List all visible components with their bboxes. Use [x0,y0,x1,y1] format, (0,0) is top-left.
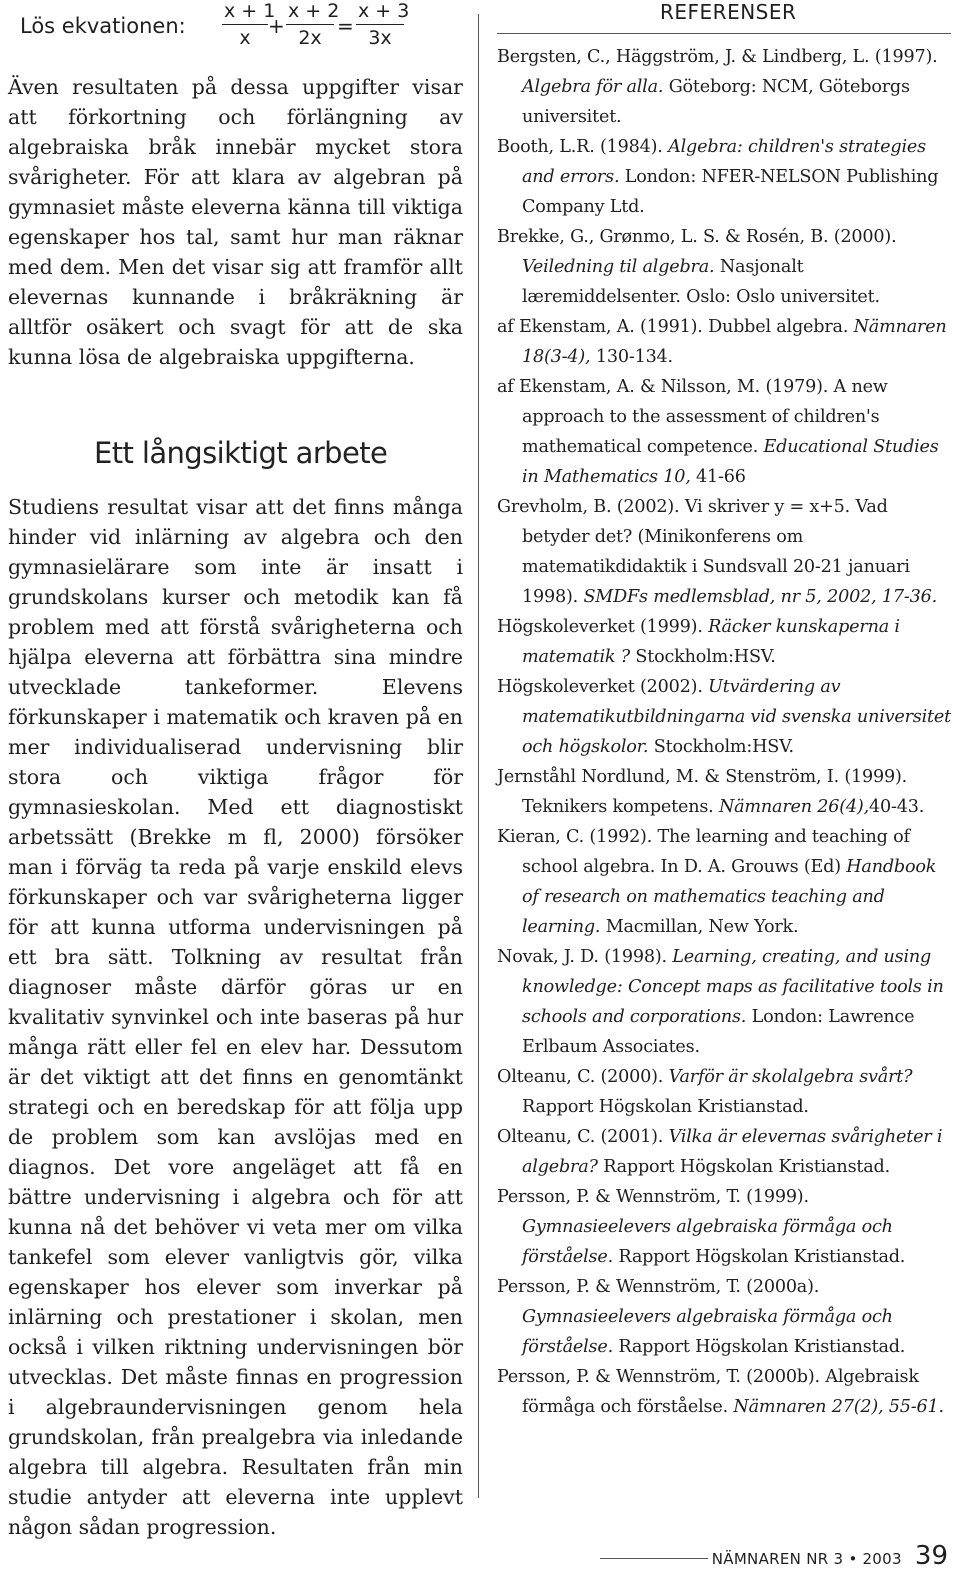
reference-text: Persson, P. & Wennström, T. (2000a). [497,1277,820,1297]
reference-title: Algebra: children's strategies and errors. [522,137,926,187]
reference-text: af Ekenstam, A. & Nilsson, M. (1979). A new approach to the assessment of children's mathematical competence. [497,377,888,457]
fraction-2-denominator: 2x [298,27,322,49]
reference-title: Gymnasieelevers algebraiska förmåga och förståelse. [522,1217,893,1267]
reference-text: Kieran, C. (1992). The learning and teaching of school algebra. In D. A. Grouws (Ed) [497,827,910,877]
reference-text: Högskoleverket (2002). [497,677,709,697]
reference-item [497,132,953,222]
reference-text: Högskoleverket (1999). [497,617,709,637]
reference-text: Persson, P. & Wennström, T. (2000b). Algebraisk förmåga och förståelse. [497,1367,919,1417]
reference-title: Nämnaren 26(4), [718,797,869,817]
reference-title: Veiledning til algebra. [522,257,715,277]
reference-text: Jernståhl Nordlund, M. & Stenström, I. (1999). Teknikers kompetens. [497,767,908,817]
reference-list [497,42,953,1422]
reference-text: Novak, J. D. (1998). [497,947,673,967]
equals-sign: = [337,14,354,38]
fraction-1 [222,0,276,49]
fraction-2-numerator: x + 2 [286,0,334,25]
reference-text: Grevholm, B. (2002). Vi skriver y = x+5. Vad betyder det? (Minikonferens om matematikdidaktik i Sundsvall 20-21 januari 1998). [497,497,910,607]
reference-title: Utvärdering av matematikutbildningarna vid svenska universitet och högskolor. [522,677,951,757]
footer-separator: • [848,1550,858,1568]
fraction-1-denominator: x [239,27,251,49]
reference-details: Rapport Högskolan Kristianstad. [597,1157,891,1177]
reference-title: SMDFs medlemsblad, nr 5, 2002, 17-36. [583,587,937,607]
reference-details: Göteborg: NCM, Göteborgs universitet. [522,77,910,127]
reference-title: Handbook of research on mathematics teaching and learning. [522,857,937,937]
reference-title: Varför är skolalgebra svårt? [668,1067,913,1087]
reference-details: 130-134. [590,347,673,367]
reference-details: Stockholm:HSV. [630,647,776,667]
references-title: REFERENSER [660,0,797,24]
reference-text: Olteanu, C. (2000). [497,1067,669,1087]
reference-details: Stockholm:HSV. [648,737,794,757]
reference-item [497,822,953,942]
reference-item [497,762,953,822]
reference-text: Persson, P. & Wennström, T. (1999). [497,1187,809,1207]
reference-title: Nämnaren 18(3-4), [522,317,947,367]
intro-paragraph-block [8,72,463,372]
reference-title: Educational Studies in Mathematics 10, [522,437,939,487]
reference-item [497,222,953,312]
fraction-1-numerator: x + 1 [222,0,268,25]
fraction-3 [356,0,410,49]
references-rule [497,33,951,34]
reference-details: London: NFER-NELSON Publishing Company Ltd. [522,167,939,217]
reference-text: Bergsten, C., Häggström, J. & Lindberg, L. (1997). [497,47,938,67]
journal-year: 2003 [862,1550,902,1568]
column-divider [478,14,479,1498]
intro-paragraph: Även resultaten på dessa uppgifter visar att förkortning och förlängning av algebraiska bråk innebär mycket stora svårigheter. För att klara av algebran på gymnasiet måste eleverna känna till viktiga egenskaper hos tal, samt hur man räknar med dem. Men det visar sig att framför allt elevernas kunnande i bråkräkning är alltför osäkert och svagt för att de ska kunna lösa de algebraiska uppgifterna. [8,75,463,369]
reference-text: Brekke, G., Grønmo, L. S. & Rosén, B. (2000). [497,227,897,247]
section-heading: Ett långsiktigt arbete [94,436,388,470]
reference-item [497,612,953,672]
reference-details: 41-66 [690,467,746,487]
reference-item [497,312,953,372]
reference-title: Nämnaren 27(2), 55-61. [733,1397,944,1417]
reference-title: Vilka är elevernas svårigheter i algebra? [522,1127,943,1177]
reference-title: Räcker kunskaperna i matematik ? [522,617,900,667]
body-paragraph-block [8,492,463,1542]
reference-item [497,942,953,1062]
reference-item [497,1182,953,1272]
reference-title: Gymnasieelevers algebraiska förmåga och förståelse. [522,1307,893,1357]
reference-text: af Ekenstam, A. (1991). Dubbel algebra. [497,317,854,337]
page-number: 39 [914,1541,948,1571]
reference-item [497,1272,953,1362]
reference-item [497,372,953,492]
plus-sign: + [268,14,285,38]
reference-item [497,1062,953,1122]
reference-item [497,1362,953,1422]
reference-text: Olteanu, C. (2001). [497,1127,669,1147]
reference-details: Macmillan, New York. [600,917,799,937]
fraction-3-numerator: x + 3 [356,0,404,25]
reference-details: London: Lawrence Erlbaum Associates. [522,1007,915,1057]
fraction-3-denominator: 3x [368,27,392,49]
reference-details: 40-43. [869,797,925,817]
reference-details: Nasjonalt læremiddelsenter. Oslo: Oslo universitet. [522,257,880,307]
reference-item [497,492,953,612]
reference-text: Booth, L.R. (1984). [497,137,669,157]
reference-details: Rapport Högskolan Kristianstad. [612,1247,906,1267]
footer-rule [600,1558,708,1559]
fraction-2 [286,0,340,49]
reference-item [497,672,953,762]
reference-details: Rapport Högskolan Kristianstad. [612,1337,906,1357]
reference-item [497,1122,953,1182]
body-paragraph: Studiens resultat visar att det finns många hinder vid inlärning av algebra och den gymnasielärare som inte är insatt i grundskolans kurser och metodik kan få problem med att förstå svårigheterna och hjälpa eleverna att förbättra sina mindre utvecklade tankeformer. Elevens förkunskaper i matematik och kraven på en mer individualiserad undervisning blir stora och viktiga frågor för gymnasieskolan. Med ett diagnostiskt arbetssätt (Brekke m fl, 2000) försöker man i förväg ta reda på varje enskild elevs förkunskaper och var svårigheterna ligger för att kunna utforma undervisningen på ett bra sätt. Tolkning av resultat från diagnoser måste därför göras ur en kvalitativ synvinkel och inte baseras på hur många rätt eller fel en elev har. Dessutom är det viktigt att det finns en genomtänkt strategi och en beredskap för att följa upp de problem som kan avslöjas med en diagnos. Det vore angeläget att få en bättre undervisning i algebra och för att kunna nå det behöver vi veta mer om vilka tankefel som elever vanligtvis gör, vilka egenskaper hos elever som inverkar på inlärning och prestationer i skolan, men också i vilken riktning undervisningen bör utvecklas. Det måste finnas en progression i algebraundervisningen genom hela grundskolan, från prealgebra via inledande algebra till algebra. Resultaten från min studie antyder att eleverna inte upplevt någon sådan progression. [8,495,463,1539]
equation-label: Lös ekvationen: [20,14,186,38]
reference-title: Algebra för alla. [522,77,664,97]
reference-item [497,42,953,132]
journal-name: NÄMNAREN NR 3 [711,1550,844,1568]
page-footer [712,1541,948,1571]
reference-details: Rapport Högskolan Kristianstad. [522,1097,809,1117]
reference-title: Learning, creating, and using knowledge: Concept maps as facilitative tools in schools and corporations. [522,947,944,1027]
